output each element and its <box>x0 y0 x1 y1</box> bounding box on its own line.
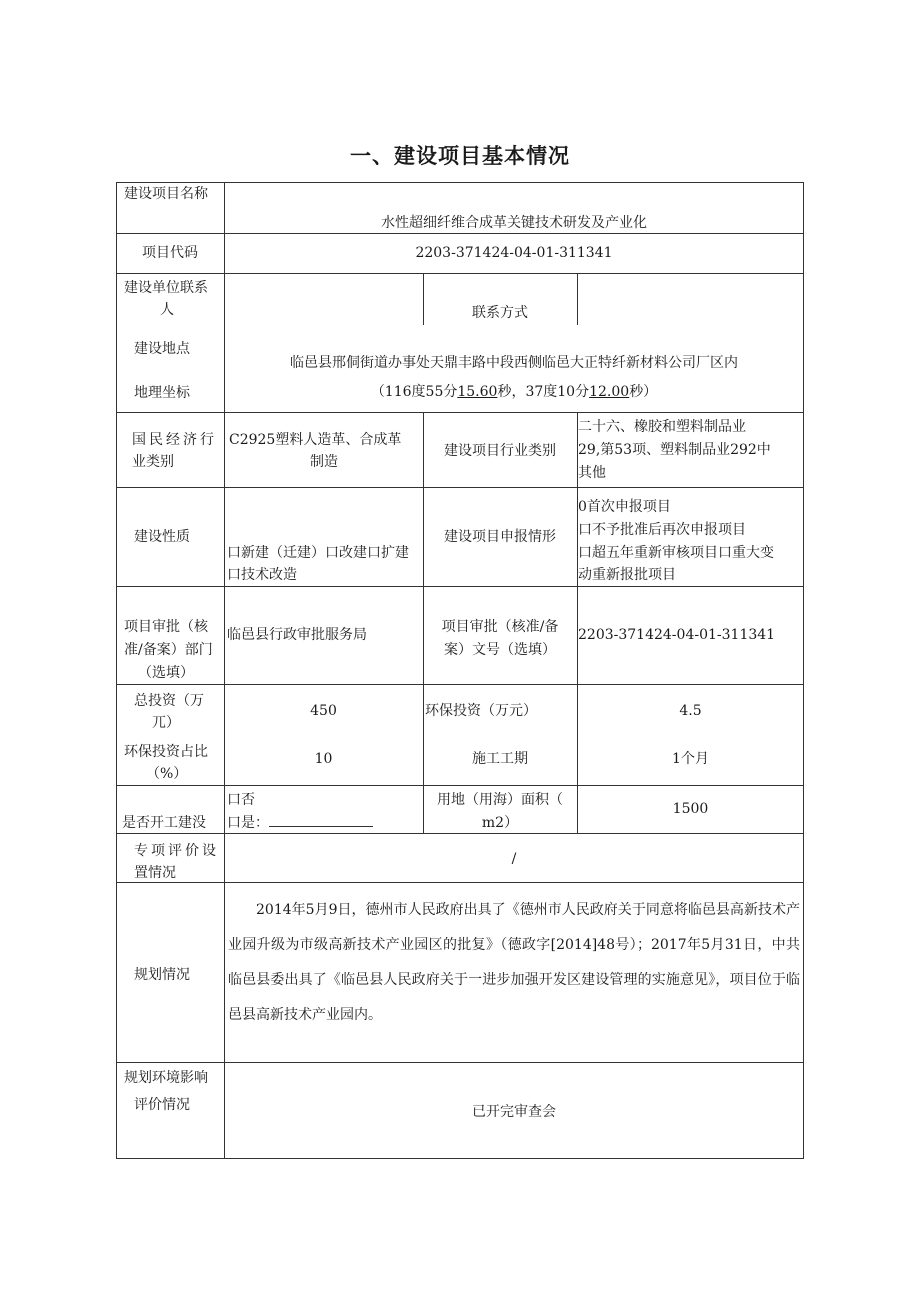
planning-text: 2014年5月9日，德州市人民政府出具了《德州市人民政府关于同意将临邑县高新技术产业园升级为市级高新技术产业园区的批复》（德政字[2014]48号）；2017年5月31日，中共临邑县委出具了《临邑县人民政府关于一进步加强开发区建设管理的实施意见》，项目位于临邑县高新技术产业园内。 <box>228 902 800 1023</box>
report-type-label: 建设项目申报情形 <box>444 529 556 545</box>
column-divider <box>224 182 225 1159</box>
special-eval-label-line2: 置情况 <box>134 865 176 881</box>
total-investment-label-line1: 总投资（万 <box>134 693 204 709</box>
report-option-line2: 口不予批准后再次申报项目 <box>578 522 746 538</box>
env-investment-value: 4.5 <box>679 703 702 719</box>
approval-doc-label-line2: 案）文号（选填） <box>444 642 556 658</box>
industry-value-line1: C2925塑料人造革、合成革 <box>229 432 402 448</box>
report-option-line1: 0首次申报项目 <box>578 499 671 515</box>
contact-method-label: 联系方式 <box>472 305 528 321</box>
report-option-line3: 口超五年重新审核项目口重大变 <box>578 545 774 561</box>
coordinates-value: （116度55分15.60秒，37度10分12.00秒） <box>370 384 658 400</box>
industry-category-line3: 其他 <box>578 465 606 481</box>
industry-category-line2: 29,第53项、塑料制品业292中 <box>578 442 771 458</box>
contact-label-line2: 人 <box>160 302 174 318</box>
total-investment-value: 450 <box>310 703 337 719</box>
started-option-no: 口否 <box>227 792 255 808</box>
project-name-value: 水性超细纤维合成革关键技术研发及产业化 <box>381 215 647 231</box>
row-divider <box>116 1062 804 1063</box>
area-label-line2: m2） <box>481 815 519 831</box>
row-divider <box>116 412 804 413</box>
nature-options-line2: 口技术改造 <box>227 567 297 583</box>
env-ratio-label-line2: （%） <box>146 766 188 782</box>
location-value: 临邑县邢侗街道办事处天鼎丰路中段西侧临邑大正特纤新材料公司厂区内 <box>290 355 738 371</box>
planning-env-label-line1: 规划环境影响 <box>124 1070 208 1086</box>
construction-period-label: 施工工期 <box>472 751 528 767</box>
special-eval-label-line1: 专项评价设 <box>134 843 219 859</box>
column-divider <box>577 273 578 325</box>
approval-label-line1: 项目审批（核 <box>124 619 208 635</box>
industry-category-line1: 二十六、橡胶和塑料制品业 <box>578 419 746 435</box>
approval-label-line3: （选填） <box>138 665 194 681</box>
industry-label-line2: 业类别 <box>132 454 174 470</box>
started-option-yes: 口是： <box>227 812 373 834</box>
env-ratio-value: 10 <box>314 751 333 767</box>
approval-doc-label-line1: 项目审批（核准/备 <box>441 619 559 635</box>
report-option-line4: 动重新报批项目 <box>578 567 676 583</box>
approval-label-line2: 准/备案）部门 <box>124 642 213 658</box>
contact-label-line1: 建设单位联系 <box>124 280 208 296</box>
area-label-line1: 用地（用海）面积（ <box>437 792 563 808</box>
row-divider <box>116 684 804 685</box>
industry-category-label: 建设项目行业类别 <box>444 443 556 459</box>
coordinates-label: 地理坐标 <box>134 385 190 401</box>
project-name-label: 建设项目名称 <box>124 186 208 202</box>
industry-value-line2: 制造 <box>310 454 338 470</box>
page-title: 一、建设项目基本情况 <box>350 144 570 168</box>
nature-options-line1: 口新建（迁建）口改建口扩建 <box>227 545 409 561</box>
approval-dept-value: 临邑县行政审批服务局 <box>227 627 367 643</box>
nature-label: 建设性质 <box>134 529 190 545</box>
started-label: 是否开工建没 <box>122 815 206 831</box>
industry-label-line1: 国民经济行 <box>132 432 217 448</box>
planning-env-label-line2: 评价情况 <box>134 1097 190 1113</box>
approval-doc-value: 2203-371424-04-01-311341 <box>578 627 776 643</box>
special-eval-value: / <box>511 851 517 867</box>
location-label: 建设地点 <box>134 341 190 357</box>
row-divider <box>116 273 804 274</box>
project-code-label: 项目代码 <box>142 245 198 261</box>
planning-label: 规划情况 <box>134 967 190 983</box>
construction-period-value: 1个月 <box>672 751 709 767</box>
planning-env-value: 已开完审查会 <box>472 1104 556 1120</box>
env-ratio-label-line1: 环保投资占比 <box>124 744 208 760</box>
row-divider <box>116 882 804 883</box>
area-value: 1500 <box>672 801 709 817</box>
project-code-value: 2203-371424-04-01-311341 <box>415 245 613 261</box>
row-divider <box>116 586 804 587</box>
started-date-blank <box>269 814 373 827</box>
env-investment-label: 环保投资（万元） <box>425 703 537 719</box>
row-divider <box>116 487 804 488</box>
row-divider <box>116 785 804 786</box>
total-investment-label-line2: 兀） <box>152 715 180 731</box>
